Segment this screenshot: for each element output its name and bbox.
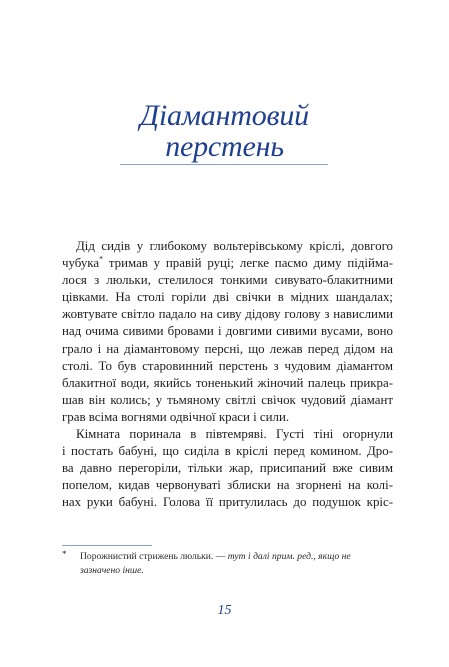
footnote-text: Порожнистий стрижень люльки. —: [80, 551, 226, 562]
chapter-title-line-2: перстень: [165, 130, 284, 163]
footnote-mark: *: [99, 254, 104, 264]
paragraph-1: [62, 238, 393, 426]
text-line: столі. То був старовинний перстень з чудовим діамантом: [62, 358, 393, 373]
text-line: Кімната поринала в півтемряві. Густі тіні огорнули: [76, 427, 393, 442]
footnote-editor-note: тут і далі прим. ред., якщо не: [227, 551, 351, 562]
text-line: блакитної води, якийсь тоненький жіночий палець прикра-: [62, 375, 393, 390]
text-line: грало і на діамантовому персні, що лежав перед дідом на: [62, 341, 393, 356]
page-number: 15: [217, 603, 232, 618]
footnote-star: *: [62, 549, 67, 559]
text-line: попелом, кидав червонуваті зблиски на згорнені на колі-: [62, 478, 393, 493]
text-line: грав всіма вогнями одвічної краси і сили.: [62, 409, 290, 424]
paragraph-2: [62, 426, 393, 511]
text-line: ва давно перегоріли, тільки жар, присипаний вже сивим: [62, 461, 393, 476]
text-line: і постать бабуні, що сиділа в кріслі перед комином. Дро-: [62, 444, 393, 459]
footnote-line-2: зазначено інше.: [80, 564, 144, 576]
title-divider: [120, 164, 328, 165]
text-line: чубука* тримав у правій руці; легке пасмо диму підійма-: [62, 254, 393, 271]
footnote-line-1: [62, 550, 402, 564]
text-line: шав він колись; у тьмяному світлі свічок чудовий діамант: [62, 392, 393, 407]
body-text: [62, 238, 393, 512]
footnote-divider: [62, 545, 152, 546]
text-line: цівками. На столі горіли дві свічки в мідних шандалах;: [62, 290, 393, 305]
text-line: нах руки бабуні. Голова її притулилась до подушок кріс-: [62, 495, 393, 510]
text-line: над очима сивими бровами і довгими сивими вусами, воно: [62, 324, 393, 339]
text-line: жовтувате світло падало на сиву дідову голову з навислими: [62, 307, 393, 322]
text-line: Дід сидів у глибокому вольтерівському кріслі, довгого: [76, 239, 393, 253]
footnote: [62, 550, 402, 577]
text-line: лося з люльки, стелилося тонкими сивувато-блакитними: [62, 273, 393, 288]
chapter-title-line-1: Діамантовий: [140, 99, 309, 132]
